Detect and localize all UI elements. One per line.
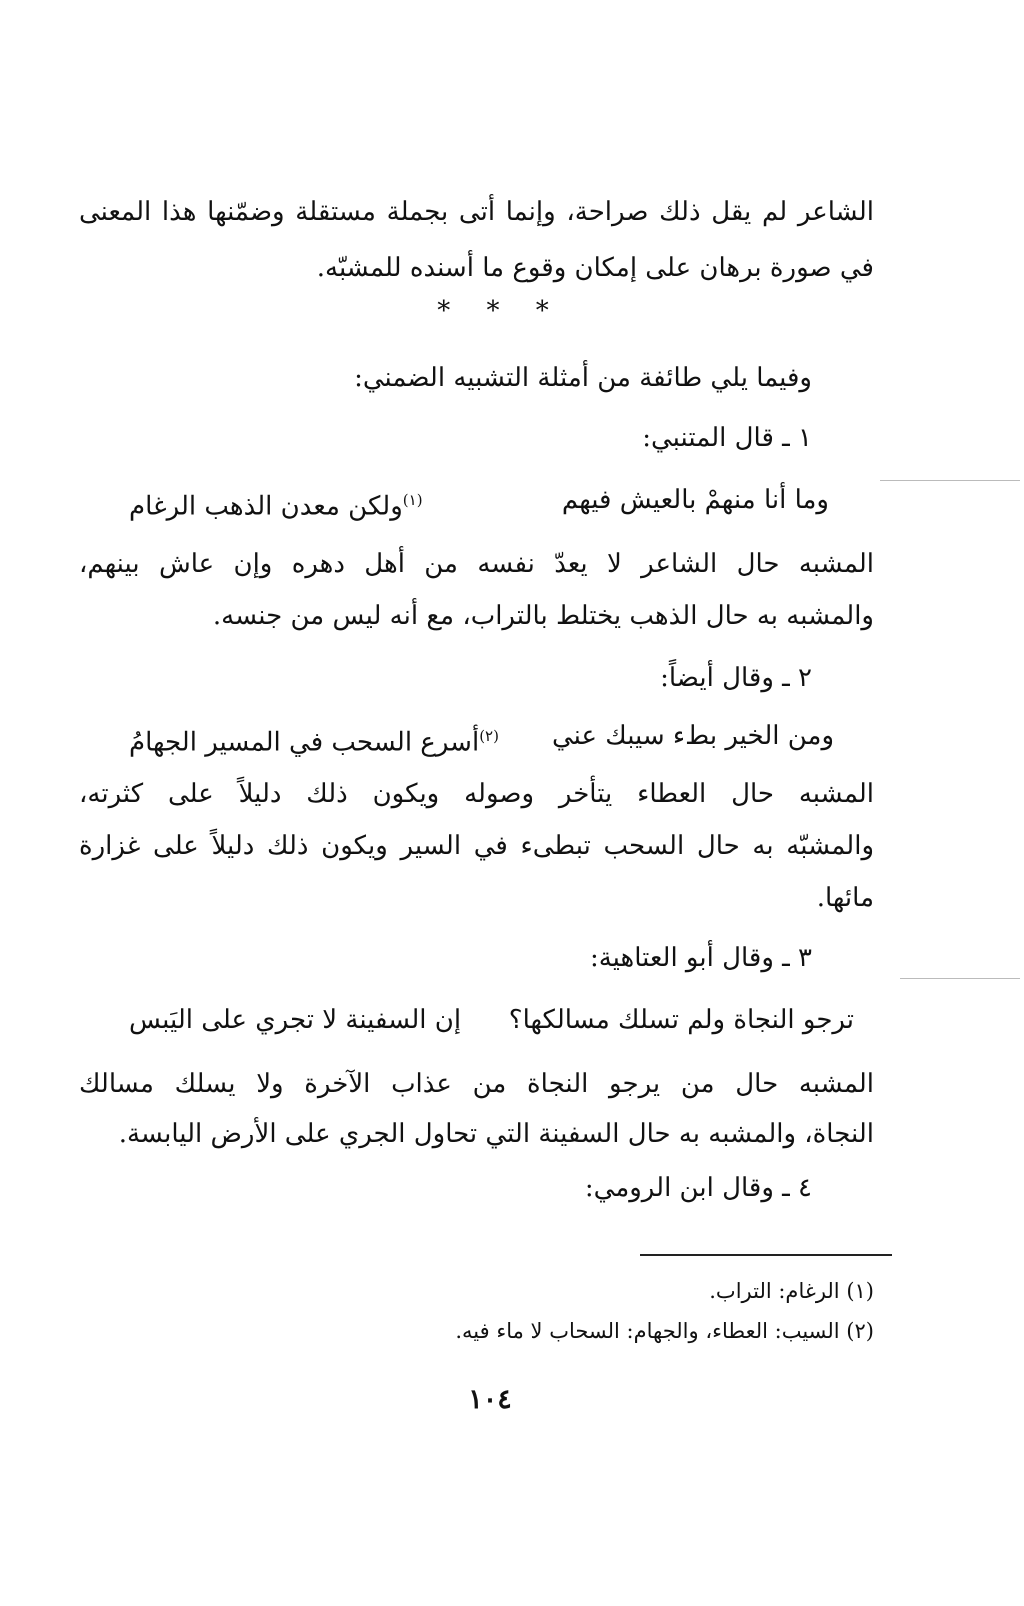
intro-line-1: الشاعر لم يقل ذلك صراحة، وإنما أتى بجملة مستقلة وضمّنها هذا المعنى xyxy=(79,197,874,227)
footnote-ref-1: (١) xyxy=(402,491,423,509)
page-number: ١٠٤ xyxy=(468,1384,512,1415)
pencil-mark xyxy=(900,978,1020,979)
example-2-verse xyxy=(129,716,834,756)
example-2-explanation-2: والمشبّه به حال السحب تبطىء في السير ويكون ذلك دليلاً على غزارة xyxy=(79,831,874,861)
verse-2-first-hemistich: ومن الخير بطء سيبك عني xyxy=(551,721,834,751)
verse-2-second-text: أسرع السحب في المسير الجهامُ xyxy=(129,727,480,758)
verse-3-first-hemistich: ترجو النجاة ولم تسلك مسالكها؟ xyxy=(508,1005,854,1035)
footnote-separator xyxy=(640,1254,892,1256)
example-1-verse xyxy=(129,480,829,520)
example-1-explanation-2: والمشبه به حال الذهب يختلط بالتراب، مع أنه ليس من جنسه. xyxy=(212,601,874,631)
section-separator: * * * xyxy=(437,296,563,326)
verse-3-second-hemistich: إن السفينة لا تجري على اليَبس xyxy=(129,1005,462,1035)
examples-lead: وفيما يلي طائفة من أمثلة التشبيه الضمني: xyxy=(354,363,812,393)
example-3-verse xyxy=(129,1000,854,1040)
verse-1-second-hemistich xyxy=(129,480,423,527)
example-3-explanation-2: النجاة، والمشبه به حال السفينة التي تحاول الجري على الأرض اليابسة. xyxy=(118,1119,874,1149)
example-4-heading: ٤ ـ وقال ابن الرومي: xyxy=(584,1173,812,1203)
example-3-heading: ٣ ـ وقال أبو العتاهية: xyxy=(589,943,812,973)
footnote-1: (١) الرغام: التراب. xyxy=(709,1279,874,1303)
example-1-heading: ١ ـ قال المتنبي: xyxy=(642,423,812,453)
footnote-ref-2: (٢) xyxy=(479,727,499,745)
example-2-explanation-1: المشبه حال العطاء يتأخر وصوله ويكون ذلك دليلاً على كثرته، xyxy=(79,779,874,809)
example-2-explanation-3: مائها. xyxy=(816,883,874,913)
verse-1-second-text: ولكن معدن الذهب الرغام xyxy=(129,491,403,522)
verse-1-first-hemistich: وما أنا منهمْ بالعيش فيهم xyxy=(561,485,829,515)
example-2-heading: ٢ ـ وقال أيضاً: xyxy=(660,663,812,693)
example-1-explanation-1: المشبه حال الشاعر لا يعدّ نفسه من أهل دهره وإن عاش بينهم، xyxy=(79,549,874,579)
pencil-mark xyxy=(880,480,1020,481)
example-3-explanation-1: المشبه حال من يرجو النجاة من عذاب الآخرة ولا يسلك مسالك xyxy=(79,1069,874,1099)
intro-line-2: في صورة برهان على إمكان وقوع ما أسنده للمشبّه. xyxy=(316,253,874,283)
verse-2-second-hemistich xyxy=(129,716,499,763)
footnote-2: (٢) السيب: العطاء، والجهام: السحاب لا ماء فيه. xyxy=(455,1319,874,1343)
